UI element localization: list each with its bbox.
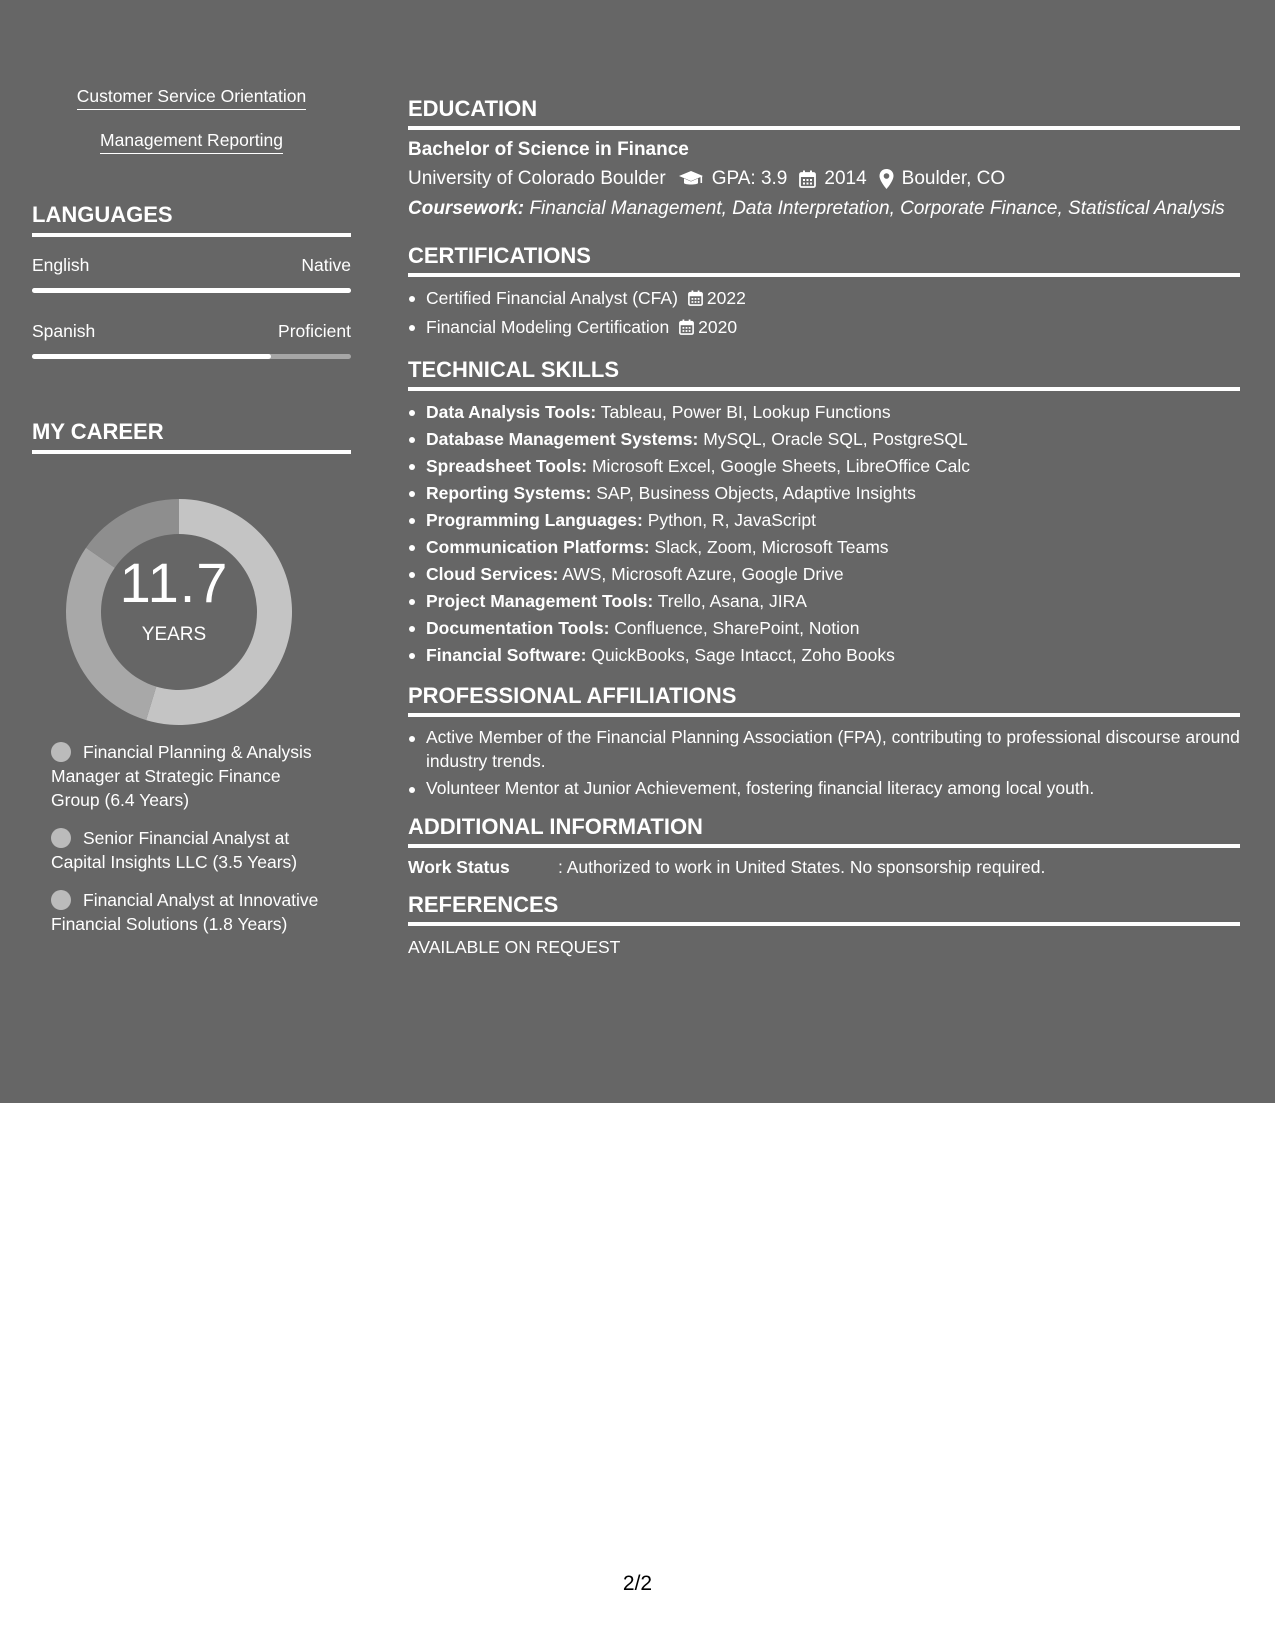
certification-name: Certified Financial Analyst (CFA) bbox=[426, 288, 678, 308]
technical-skill-item bbox=[408, 399, 1240, 426]
skill-category: Documentation Tools: bbox=[426, 618, 610, 638]
skill-category: Database Management Systems: bbox=[426, 429, 699, 449]
skill-values: QuickBooks, Sage Intacct, Zoho Books bbox=[591, 645, 895, 665]
career-legend-dot bbox=[51, 828, 71, 848]
calendar-icon bbox=[679, 316, 694, 343]
gpa-value: GPA: 3.9 bbox=[711, 168, 788, 189]
language-row bbox=[32, 321, 351, 342]
certification-name: Financial Modeling Certification bbox=[426, 317, 670, 337]
coursework bbox=[408, 197, 1240, 221]
certification-year: 2020 bbox=[698, 317, 738, 337]
skill-category: Data Analysis Tools: bbox=[426, 402, 597, 422]
language-proficiency-fill bbox=[32, 288, 351, 293]
left-column bbox=[32, 86, 351, 950]
career-role bbox=[51, 740, 331, 812]
work-status-label: Work Status bbox=[408, 857, 510, 877]
skill-tag-label: Management Reporting bbox=[100, 130, 283, 154]
school-name: University of Colorado Boulder bbox=[408, 168, 666, 189]
references-text: AVAILABLE ON REQUEST bbox=[408, 937, 621, 957]
calendar-icon bbox=[688, 287, 703, 314]
coursework-label: Coursework: bbox=[408, 198, 525, 219]
affiliations-list bbox=[408, 725, 1240, 800]
language-proficiency-fill bbox=[32, 354, 271, 359]
additional-info-heading: ADDITIONAL INFORMATION bbox=[408, 814, 1240, 848]
skill-values: Tableau, Power BI, Lookup Functions bbox=[600, 402, 891, 422]
skill-tag bbox=[32, 86, 351, 110]
language-level: Proficient bbox=[278, 321, 351, 341]
degree-title: Bachelor of Science in Finance bbox=[408, 139, 689, 160]
language-proficiency-bar bbox=[32, 354, 351, 359]
career-role-list bbox=[51, 740, 331, 936]
technical-skill-item bbox=[408, 480, 1240, 507]
technical-skill-item bbox=[408, 642, 1240, 669]
technical-skill-item bbox=[408, 615, 1240, 642]
career-legend-dot bbox=[51, 890, 71, 910]
skill-category: Financial Software: bbox=[426, 645, 587, 665]
location-pin-icon bbox=[879, 169, 894, 189]
technical-skill-item bbox=[408, 453, 1240, 480]
technical-skill-item bbox=[408, 426, 1240, 453]
education-meta bbox=[408, 168, 1240, 190]
school-location: Boulder, CO bbox=[901, 168, 1006, 189]
career-legend-dot bbox=[51, 742, 71, 762]
work-status-row bbox=[408, 857, 1240, 878]
career-total-years: 11.7 bbox=[119, 551, 229, 614]
education-section bbox=[408, 96, 1240, 221]
skill-tag-label: Customer Service Orientation bbox=[77, 86, 307, 110]
language-name: Spanish bbox=[32, 321, 96, 341]
certification-item bbox=[408, 285, 1240, 314]
technical-skills-heading: TECHNICAL SKILLS bbox=[408, 357, 1240, 391]
language-name: English bbox=[32, 255, 90, 275]
certification-year: 2022 bbox=[706, 288, 746, 308]
skill-values: AWS, Microsoft Azure, Google Drive bbox=[562, 564, 844, 584]
languages-heading: LANGUAGES bbox=[32, 202, 351, 237]
career-role bbox=[51, 888, 331, 936]
skill-category: Project Management Tools: bbox=[426, 591, 654, 611]
work-status-value: : Authorized to work in United States. No sponsorship required. bbox=[558, 857, 1046, 877]
career-years-unit: YEARS bbox=[141, 624, 207, 645]
certifications-list bbox=[408, 285, 1240, 343]
skill-values: SAP, Business Objects, Adaptive Insights bbox=[596, 483, 916, 503]
skill-values: Microsoft Excel, Google Sheets, LibreOffice Calc bbox=[591, 456, 971, 476]
technical-skills-section bbox=[408, 357, 1240, 669]
skill-category: Communication Platforms: bbox=[426, 537, 650, 557]
education-heading: EDUCATION bbox=[408, 96, 1240, 130]
skill-tag bbox=[32, 130, 351, 154]
certifications-heading: CERTIFICATIONS bbox=[408, 243, 1240, 277]
skill-category: Reporting Systems: bbox=[426, 483, 592, 503]
references-heading: REFERENCES bbox=[408, 892, 1240, 926]
skill-values: Slack, Zoom, Microsoft Teams bbox=[654, 537, 889, 557]
skill-values: MySQL, Oracle SQL, PostgreSQL bbox=[703, 429, 968, 449]
career-role-text: Financial Analyst at Innovative Financial Solutions (1.8 Years) bbox=[51, 890, 319, 934]
technical-skill-item bbox=[408, 507, 1240, 534]
certifications-section bbox=[408, 243, 1240, 343]
skill-category: Programming Languages: bbox=[426, 510, 643, 530]
skill-category: Cloud Services: bbox=[426, 564, 559, 584]
language-row bbox=[32, 255, 351, 276]
affiliations-section bbox=[408, 683, 1240, 800]
graduation-cap-icon bbox=[678, 170, 704, 188]
affiliation-item: Volunteer Mentor at Junior Achievement, fostering financial literacy among local youth. bbox=[408, 776, 1240, 800]
career-donut-chart bbox=[32, 482, 351, 722]
language-level: Native bbox=[301, 255, 351, 275]
certification-item bbox=[408, 314, 1240, 343]
career-role-text: Financial Planning & Analysis Manager at Strategic Finance Group (6.4 Years) bbox=[51, 742, 312, 810]
skill-values: Trello, Asana, JIRA bbox=[657, 591, 807, 611]
graduation-year: 2014 bbox=[824, 168, 867, 189]
right-column bbox=[408, 96, 1240, 972]
affiliations-heading: PROFESSIONAL AFFILIATIONS bbox=[408, 683, 1240, 717]
coursework-list: Financial Management, Data Interpretation, Corporate Finance, Statistical Analysis bbox=[529, 198, 1225, 219]
career-heading: MY CAREER bbox=[32, 419, 351, 454]
references-section bbox=[408, 892, 1240, 958]
language-proficiency-bar bbox=[32, 288, 351, 293]
skill-values: Confluence, SharePoint, Notion bbox=[614, 618, 860, 638]
additional-info-section bbox=[408, 814, 1240, 878]
page-number: 2/2 bbox=[622, 1572, 653, 1595]
career-role bbox=[51, 826, 331, 874]
technical-skills-list bbox=[408, 399, 1240, 669]
affiliation-item: Active Member of the Financial Planning Association (FPA), contributing to professional discourse around industry trends. bbox=[408, 725, 1240, 773]
technical-skill-item bbox=[408, 588, 1240, 615]
technical-skill-item bbox=[408, 534, 1240, 561]
skill-values: Python, R, JavaScript bbox=[647, 510, 816, 530]
skill-category: Spreadsheet Tools: bbox=[426, 456, 588, 476]
career-role-text: Senior Financial Analyst at Capital Insights LLC (3.5 Years) bbox=[51, 828, 298, 872]
calendar-icon bbox=[799, 170, 816, 188]
technical-skill-item bbox=[408, 561, 1240, 588]
languages-list bbox=[32, 255, 351, 359]
